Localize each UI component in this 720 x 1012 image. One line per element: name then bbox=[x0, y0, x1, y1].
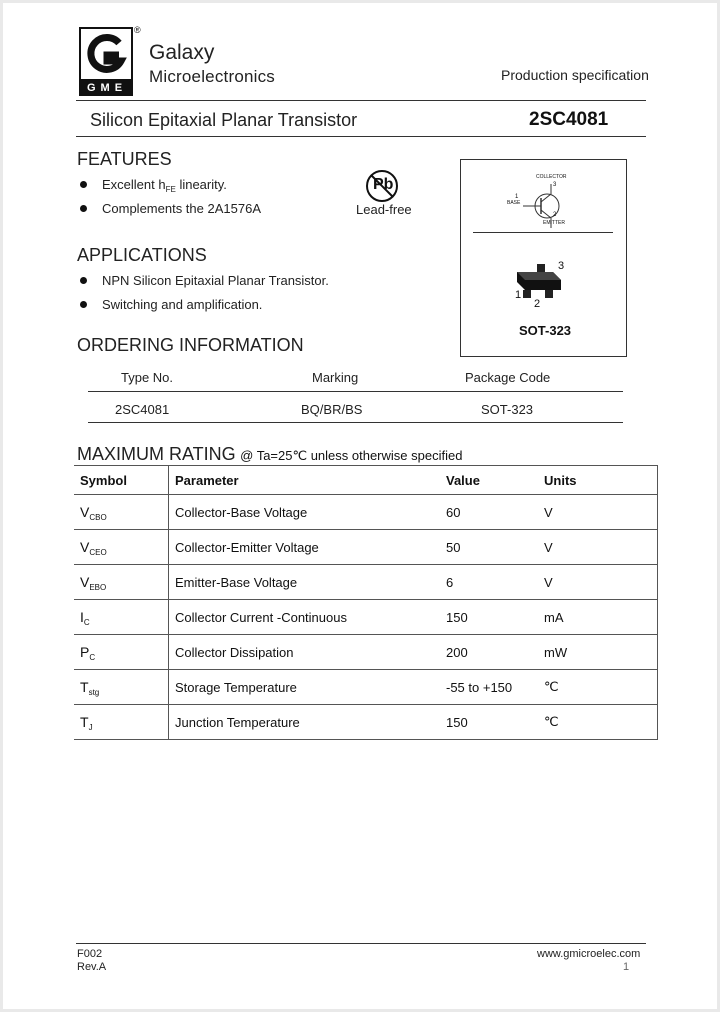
footer-form-code: F002 bbox=[77, 948, 103, 960]
footer-revision: Rev.A bbox=[77, 961, 107, 973]
symbol-main: V bbox=[80, 574, 90, 590]
ordering-col-package: Package Code bbox=[465, 370, 551, 385]
production-specification: Production specification bbox=[501, 67, 649, 83]
bullet-dot bbox=[80, 277, 87, 284]
symbol-main: I bbox=[80, 609, 84, 625]
company-name-line1: Galaxy bbox=[149, 41, 215, 64]
symbol-sub: CEO bbox=[89, 548, 107, 557]
feature-item-complement: Complements the 2A1576A bbox=[102, 201, 261, 216]
bullet-dot bbox=[80, 301, 87, 308]
pin-collector-label: COLLECTOR bbox=[536, 174, 567, 180]
ordering-heading: ORDERING INFORMATION bbox=[77, 335, 304, 355]
unit-cell: V bbox=[538, 495, 658, 530]
symbol-main: V bbox=[80, 539, 90, 555]
bullet-dot bbox=[80, 205, 87, 212]
value-cell: 200 bbox=[440, 635, 538, 670]
lead-free-symbol: Pb bbox=[373, 176, 394, 193]
symbol-main: T bbox=[80, 679, 89, 695]
feature-item-hfe bbox=[102, 177, 227, 192]
ordering-col-marking: Marking bbox=[312, 370, 359, 385]
symbol-cell bbox=[74, 565, 169, 600]
unit-cell: V bbox=[538, 530, 658, 565]
symbol-sub: C bbox=[83, 618, 90, 627]
header-rule-top bbox=[76, 100, 646, 101]
ordering-rule-top bbox=[88, 391, 623, 392]
bullet-dot bbox=[80, 181, 87, 188]
gme-logo bbox=[79, 25, 141, 97]
symbol-cell bbox=[74, 670, 169, 705]
value-cell: 150 bbox=[440, 600, 538, 635]
table-row bbox=[74, 635, 658, 670]
header-rule-bottom bbox=[76, 136, 646, 137]
pin1-small-label: 1 bbox=[515, 194, 519, 200]
col-parameter: Parameter bbox=[169, 466, 441, 495]
features-heading: FEATURES bbox=[77, 149, 172, 169]
package-name: SOT-323 bbox=[519, 323, 572, 338]
parameter-cell: Collector Current -Continuous bbox=[169, 600, 441, 635]
max-rating-table bbox=[74, 465, 658, 740]
footer-url[interactable]: www.gmicroelec.com bbox=[537, 948, 641, 960]
feature-item-hfe-prefix: Excellent h bbox=[102, 177, 166, 192]
value-cell: 50 bbox=[440, 530, 538, 565]
parameter-cell: Collector Dissipation bbox=[169, 635, 441, 670]
parameter-cell: Junction Temperature bbox=[169, 705, 441, 740]
feature-item-hfe-suffix: linearity. bbox=[175, 177, 227, 192]
pin3-small-label: 3 bbox=[553, 182, 557, 188]
symbol-sub: EBO bbox=[89, 583, 107, 592]
symbol-main: V bbox=[80, 504, 90, 520]
symbol-cell bbox=[74, 600, 169, 635]
pin3-label: 3 bbox=[558, 260, 565, 272]
symbol-cell bbox=[74, 530, 169, 565]
ordering-package-value: SOT-323 bbox=[481, 402, 534, 417]
value-cell: 6 bbox=[440, 565, 538, 600]
parameter-cell: Storage Temperature bbox=[169, 670, 441, 705]
pin2-label: 2 bbox=[534, 298, 541, 310]
parameter-cell: Collector-Base Voltage bbox=[169, 495, 441, 530]
symbol-main: T bbox=[80, 714, 89, 730]
max-rating-condition: @ Ta=25℃ unless otherwise specified bbox=[240, 448, 463, 463]
symbol-cell bbox=[74, 495, 169, 530]
logo-registered-mark: ® bbox=[134, 25, 141, 35]
package-diagram-box bbox=[460, 159, 627, 357]
footer-page-number: 1 bbox=[623, 961, 630, 973]
package-divider bbox=[473, 232, 613, 233]
ordering-type-value: 2SC4081 bbox=[115, 402, 170, 417]
company-name-line2: Microelectronics bbox=[149, 67, 276, 86]
part-number: 2SC4081 bbox=[529, 109, 609, 130]
max-rating-heading-line bbox=[77, 444, 462, 465]
pin-emitter-label: EMITTER bbox=[543, 220, 565, 226]
table-row bbox=[74, 565, 658, 600]
logo-text: GME bbox=[86, 82, 128, 94]
parameter-cell: Collector-Emitter Voltage bbox=[169, 530, 441, 565]
datasheet-page bbox=[3, 3, 717, 1009]
symbol-main: P bbox=[80, 644, 90, 660]
ordering-col-type: Type No. bbox=[121, 370, 174, 385]
table-row bbox=[74, 530, 658, 565]
application-item-npn: NPN Silicon Epitaxial Planar Transistor. bbox=[102, 273, 329, 288]
lead-free-icon bbox=[364, 168, 400, 204]
col-units: Units bbox=[538, 466, 658, 495]
value-cell: 60 bbox=[440, 495, 538, 530]
table-row bbox=[74, 705, 658, 740]
applications-heading: APPLICATIONS bbox=[77, 245, 207, 265]
symbol-sub: CBO bbox=[89, 513, 107, 522]
symbol-cell bbox=[74, 635, 169, 670]
application-item-switching: Switching and amplification. bbox=[102, 297, 263, 312]
unit-cell: ℃ bbox=[538, 670, 658, 705]
unit-cell: mW bbox=[538, 635, 658, 670]
symbol-cell bbox=[74, 705, 169, 740]
value-cell: 150 bbox=[440, 705, 538, 740]
pin-base-label: BASE bbox=[507, 200, 521, 206]
ordering-marking-value: BQ/BR/BS bbox=[301, 402, 363, 417]
col-value: Value bbox=[440, 466, 538, 495]
footer-rule bbox=[76, 943, 646, 944]
value-cell: -55 to +150 bbox=[440, 670, 538, 705]
table-row bbox=[74, 600, 658, 635]
symbol-sub: stg bbox=[88, 688, 100, 697]
table-header-row bbox=[74, 466, 658, 495]
table-row bbox=[74, 495, 658, 530]
unit-cell: V bbox=[538, 565, 658, 600]
parameter-cell: Emitter-Base Voltage bbox=[169, 565, 441, 600]
lead-free-label: Lead-free bbox=[356, 202, 412, 217]
col-symbol: Symbol bbox=[74, 466, 169, 495]
unit-cell: ℃ bbox=[538, 705, 658, 740]
table-row bbox=[74, 670, 658, 705]
pin2-small-label: 2 bbox=[553, 212, 557, 218]
ordering-rule-bottom bbox=[88, 422, 623, 423]
document-title: Silicon Epitaxial Planar Transistor bbox=[90, 110, 358, 130]
feature-item-hfe-sub: FE bbox=[165, 185, 176, 194]
max-rating-heading: MAXIMUM RATING bbox=[77, 444, 236, 464]
unit-cell: mA bbox=[538, 600, 658, 635]
symbol-sub: J bbox=[88, 723, 93, 732]
symbol-sub: C bbox=[89, 653, 96, 662]
pin1-label: 1 bbox=[515, 289, 522, 301]
transistor-symbol-icon bbox=[501, 176, 581, 236]
